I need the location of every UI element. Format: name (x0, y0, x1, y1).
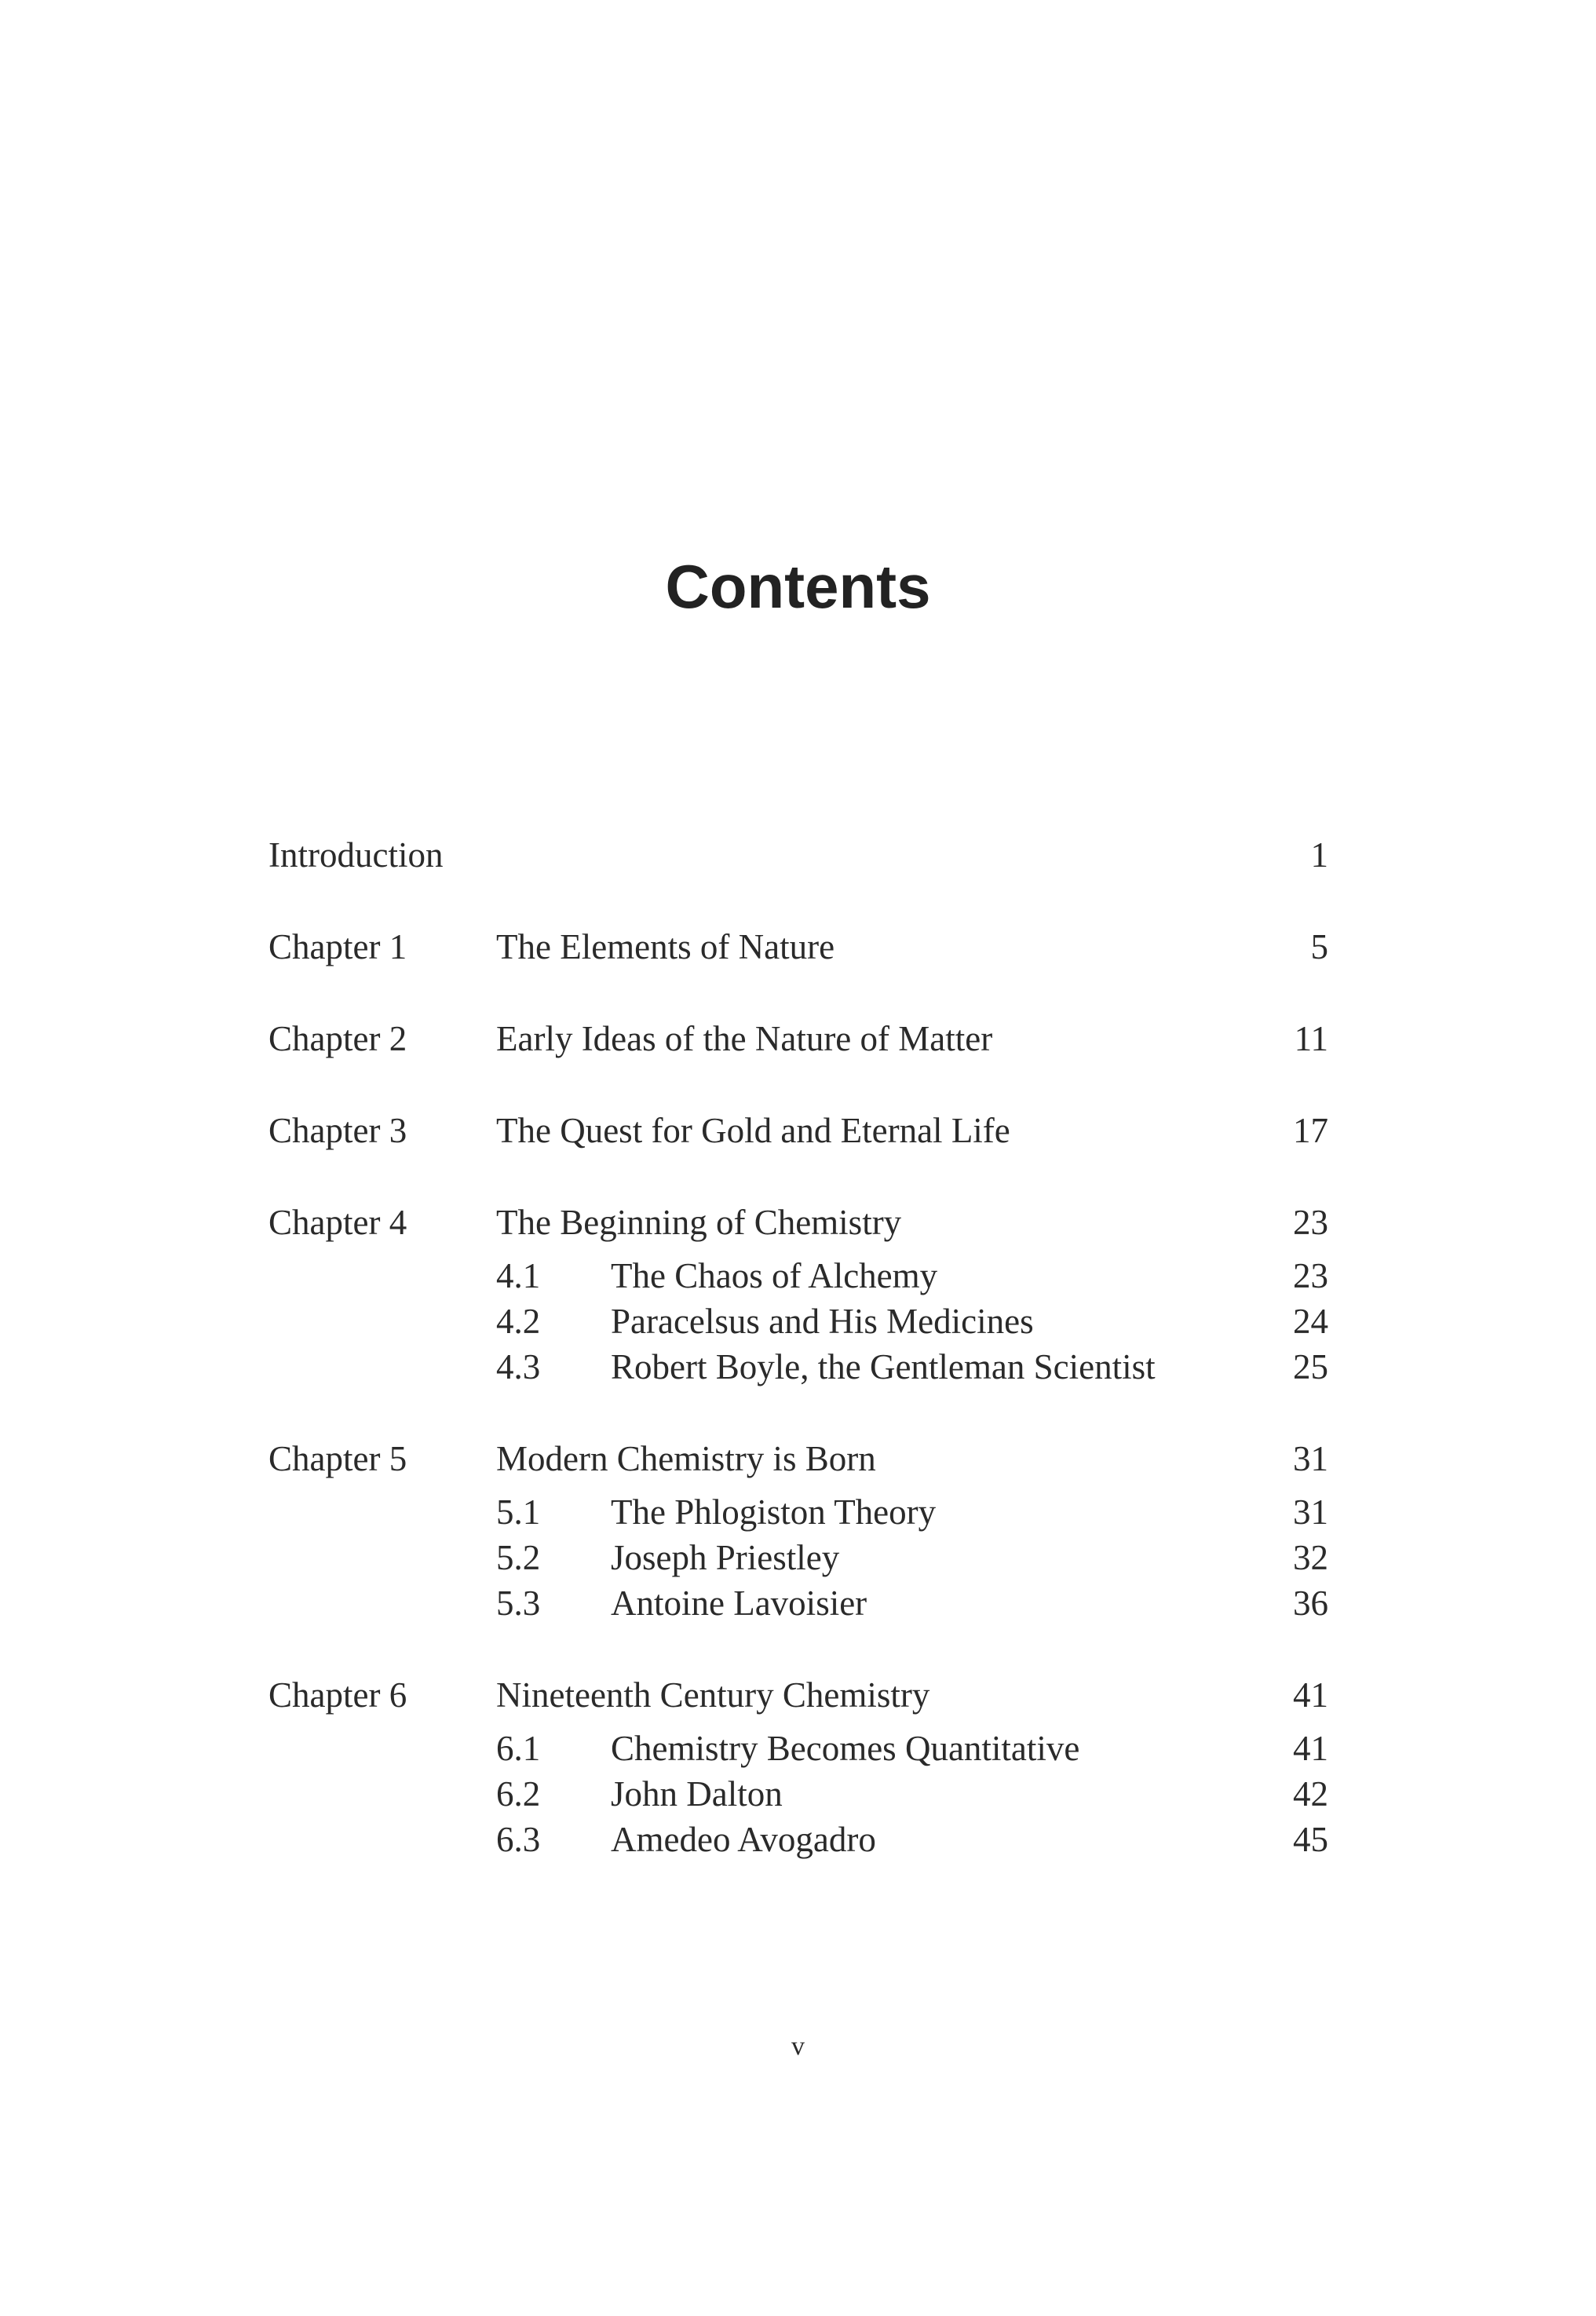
chapter-title: The Beginning of Chemistry (496, 1203, 902, 1242)
chapter-page-number: 17 (1293, 1111, 1328, 1150)
chapter-label: Chapter 3 (268, 1111, 407, 1150)
section-title: Antoine Lavoisier (611, 1584, 867, 1623)
chapter-label: Chapter 1 (268, 927, 407, 966)
toc-section-5-2[interactable] (268, 1535, 1328, 1580)
chapter-title: Nineteenth Century Chemistry (496, 1675, 930, 1715)
toc-section-5-1[interactable] (268, 1489, 1328, 1535)
chapter-title: The Quest for Gold and Eternal Life (496, 1111, 1010, 1150)
toc-section-4-3[interactable] (268, 1344, 1328, 1390)
toc-entry-chapter-5[interactable] (268, 1436, 1328, 1481)
section-page-number: 42 (1293, 1774, 1328, 1814)
section-number: 5.1 (496, 1492, 541, 1532)
section-page-number: 36 (1293, 1584, 1328, 1623)
toc-entry-introduction[interactable] (268, 832, 1328, 878)
section-title: The Chaos of Alchemy (611, 1256, 938, 1295)
toc-section-6-3[interactable] (268, 1817, 1328, 1862)
chapter-label: Chapter 2 (268, 1019, 407, 1058)
section-number: 5.2 (496, 1538, 541, 1577)
toc-entry-chapter-1[interactable] (268, 924, 1328, 970)
chapter-page-number: 5 (1310, 927, 1328, 966)
section-number: 4.1 (496, 1256, 541, 1295)
chapter-label: Chapter 4 (268, 1203, 407, 1242)
section-number: 5.3 (496, 1584, 541, 1623)
section-page-number: 41 (1293, 1729, 1328, 1768)
table-of-contents (268, 832, 1328, 1909)
section-title: John Dalton (611, 1774, 783, 1814)
toc-section-5-3[interactable] (268, 1580, 1328, 1626)
toc-entry-chapter-3[interactable] (268, 1108, 1328, 1153)
chapter-title: Modern Chemistry is Born (496, 1439, 876, 1478)
section-page-number: 25 (1293, 1347, 1328, 1386)
toc-entry-chapter-6[interactable] (268, 1672, 1328, 1718)
entry-label: Introduction (268, 835, 444, 875)
section-number: 6.2 (496, 1774, 541, 1814)
section-number: 6.3 (496, 1820, 541, 1859)
toc-section-6-1[interactable] (268, 1726, 1328, 1771)
section-page-number: 32 (1293, 1538, 1328, 1577)
entry-page-number: 1 (1310, 835, 1328, 875)
toc-entry-chapter-2[interactable] (268, 1016, 1328, 1061)
chapter-label: Chapter 6 (268, 1675, 407, 1715)
section-page-number: 23 (1293, 1256, 1328, 1295)
chapter-page-number: 23 (1293, 1203, 1328, 1242)
toc-section-4-2[interactable] (268, 1299, 1328, 1344)
section-number: 4.3 (496, 1347, 541, 1386)
page-folio: v (791, 2032, 805, 2061)
section-title: The Phlogiston Theory (611, 1492, 937, 1532)
section-page-number: 24 (1293, 1302, 1328, 1341)
section-title: Joseph Priestley (611, 1538, 840, 1577)
chapter-page-number: 31 (1293, 1439, 1328, 1478)
section-number: 4.2 (496, 1302, 541, 1341)
toc-section-6-2[interactable] (268, 1771, 1328, 1817)
toc-entry-chapter-4[interactable] (268, 1200, 1328, 1245)
section-title: Paracelsus and His Medicines (611, 1302, 1034, 1341)
chapter-page-number: 41 (1293, 1675, 1328, 1715)
chapter-title: Early Ideas of the Nature of Matter (496, 1019, 993, 1058)
chapter-page-number: 11 (1294, 1019, 1328, 1058)
section-page-number: 31 (1293, 1492, 1328, 1532)
section-title: Amedeo Avogadro (611, 1820, 876, 1859)
section-title: Robert Boyle, the Gentleman Scientist (611, 1347, 1156, 1386)
toc-section-4-1[interactable] (268, 1253, 1328, 1299)
chapter-title: The Elements of Nature (496, 927, 835, 966)
page-title: Contents (665, 552, 931, 621)
section-list-chapter-6 (268, 1726, 1328, 1862)
section-list-chapter-4 (268, 1253, 1328, 1390)
section-number: 6.1 (496, 1729, 541, 1768)
section-list-chapter-5 (268, 1489, 1328, 1626)
chapter-label: Chapter 5 (268, 1439, 407, 1478)
section-title: Chemistry Becomes Quantitative (611, 1729, 1080, 1768)
section-page-number: 45 (1293, 1820, 1328, 1859)
